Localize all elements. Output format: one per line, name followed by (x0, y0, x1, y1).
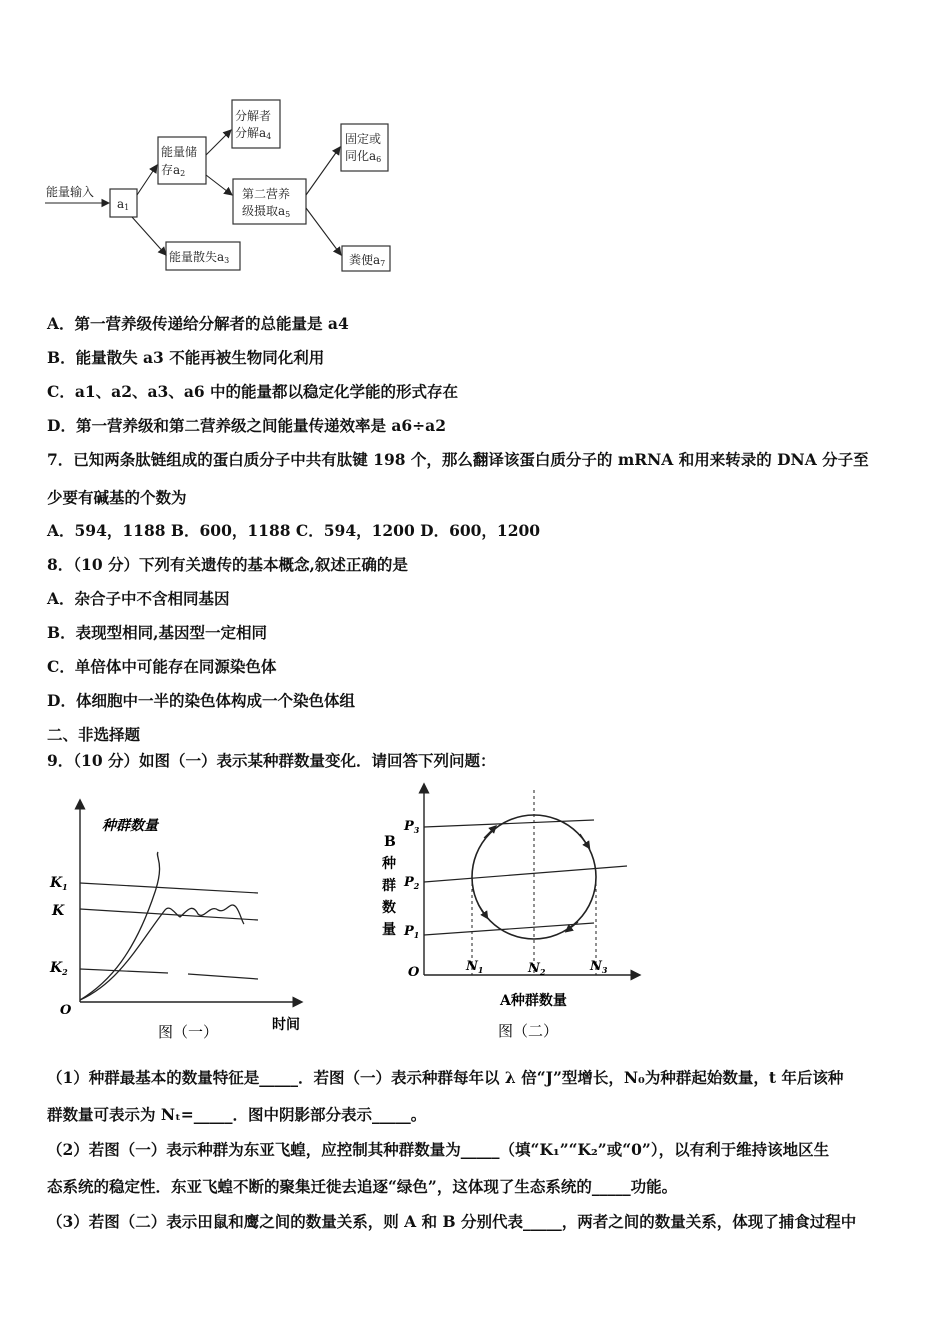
fig2-arrow-2 (580, 834, 588, 846)
q6-option-c: C．a1、a2、a3、a6 中的能量都以稳定化学能的形式存在 (47, 382, 459, 401)
fig2-caption: 图（二） (498, 1022, 559, 1040)
fig1-xlabel: 时间 (272, 1017, 300, 1033)
q8-option-d: D．体细胞中一半的染色体构成一个染色体组 (47, 691, 355, 710)
svg-text:固定或: 固定或 (345, 132, 382, 146)
figure-2-predator-prey (372, 780, 672, 1045)
svg-text:量: 量 (382, 922, 396, 938)
q9-part1-line2: 群数量可表示为 Nₜ=_____．图中阴影部分表示_____。 (47, 1105, 427, 1124)
fig1-k2-line-2 (188, 974, 258, 979)
q9-part3-line1: （3）若图（二）表示田鼠和鹰之间的数量关系，则 A 和 B 分别代表_____，两者之间的数量关系，体现了捕食过程中 (47, 1212, 857, 1231)
fig1-ylabel: 种群数量 (102, 818, 158, 834)
svg-text:能量储: 能量储 (161, 145, 198, 159)
svg-text:第二营养: 第二营养 (242, 187, 291, 201)
fig1-caption: 图（一） (158, 1023, 219, 1041)
fig2-arrow-1 (484, 828, 494, 838)
fig1-k-line (80, 909, 258, 920)
q9-part2-line1: （2）若图（一）表示种群为东亚飞蝗，应控制其种群数量为_____（填“K₁”“K₂”或“0”），以有利于维持该地区生 (47, 1140, 830, 1159)
svg-text:K2: $K_2$ (50, 960, 68, 977)
q9-part2-line2: 态系统的稳定性．东亚飞蝗不断的聚集迁徙去追逐“绿色”，这体现了生态系统的_____功能。 (47, 1177, 678, 1196)
box-decomposer (232, 100, 280, 148)
section-heading: 二、非选择题 (47, 725, 141, 744)
q9-part1-line1: （1）种群最基本的数量特征是_____．若图（一）表示种群每年以 λ 倍“J”型增长，N₀为种群起始数量，t 年后该种 (47, 1068, 844, 1087)
svg-text:a1: a1 (117, 197, 130, 212)
q6-option-a: A．第一营养级传递给分解者的总能量是 a4 (47, 314, 349, 333)
svg-text:P1: $P_1$ (404, 924, 420, 940)
q7-stem-line2: 少要有碱基的个数为 (47, 488, 187, 507)
arrow-second-feces (306, 208, 341, 255)
svg-text:种: 种 (382, 856, 396, 872)
q6-option-b: B．能量散失 a3 不能再被生物同化利用 (47, 348, 325, 367)
q6-option-d: D．第一营养级和第二营养级之间能量传递效率是 a6÷a2 (47, 416, 446, 435)
arrow-a1-store (137, 165, 157, 195)
svg-text:同化a6: 同化a6 (345, 149, 382, 164)
q8-option-a: A．杂合子中不含相同基因 (47, 589, 230, 608)
svg-text:分解a4: 分解a4 (235, 126, 272, 141)
svg-text:群: 群 (382, 878, 396, 894)
svg-text:存a2: 存a2 (161, 163, 186, 178)
svg-text:K1: $K_1$ (50, 875, 68, 892)
q7-stem-line1: 7．已知两条肽链组成的蛋白质分子中共有肽键 198 个，那么翻译该蛋白质分子的 mRNA 和用来转录的 DNA 分子至 (47, 450, 869, 469)
svg-text:级摄取a5: 级摄取a5 (242, 204, 291, 219)
energy-flow-diagram (40, 95, 410, 280)
svg-text:分解者: 分解者 (235, 109, 272, 123)
arrow-second-fix (306, 147, 340, 195)
q8-option-c: C．单倍体中可能存在同源染色体 (47, 657, 277, 676)
svg-text:粪便a7: 粪便a7 (349, 253, 386, 268)
input-label: 能量输入 (46, 185, 95, 199)
arrow-store-second (206, 175, 232, 195)
fig1-j-curve (80, 852, 160, 1000)
fig2-arrow-4 (478, 904, 486, 916)
svg-text:B: B (384, 834, 396, 850)
svg-text:能量散失a3: 能量散失a3 (169, 250, 230, 265)
svg-text:P2: $P_2$ (404, 875, 420, 891)
fig2-xlabel: A种群数量 (500, 993, 567, 1009)
fig1-s-curve (80, 905, 244, 1000)
svg-text:数: 数 (382, 900, 396, 916)
q8-stem: 8．（10 分）下列有关遗传的基本概念,叙述正确的是 (47, 555, 408, 574)
q9-stem: 9．（10 分）如图（一）表示某种群数量变化．请回答下列问题： (47, 751, 496, 770)
svg-text:K: K (52, 903, 65, 919)
arrow-a1-loss (132, 217, 166, 255)
svg-text:P3: $P_3$ (404, 819, 420, 835)
figure-1-population-curve (40, 792, 330, 1047)
fig1-k1-line (80, 883, 258, 893)
svg-text:N3: $N_3$ (590, 959, 608, 975)
svg-text:N2: $N_2$ (528, 961, 546, 977)
svg-text:N1: $N_1$ (466, 959, 484, 975)
fig1-origin: O (60, 1003, 72, 1018)
q7-options: A．594，1188 B．600，1188 C．594，1200 D．600，1200 (47, 521, 541, 540)
arrow-store-decomp (206, 130, 231, 155)
fig2-arrow-3 (568, 922, 578, 930)
fig2-origin: O (408, 965, 420, 980)
fig1-k2-line (80, 969, 168, 973)
q8-option-b: B．表现型相同,基因型一定相同 (47, 623, 267, 642)
